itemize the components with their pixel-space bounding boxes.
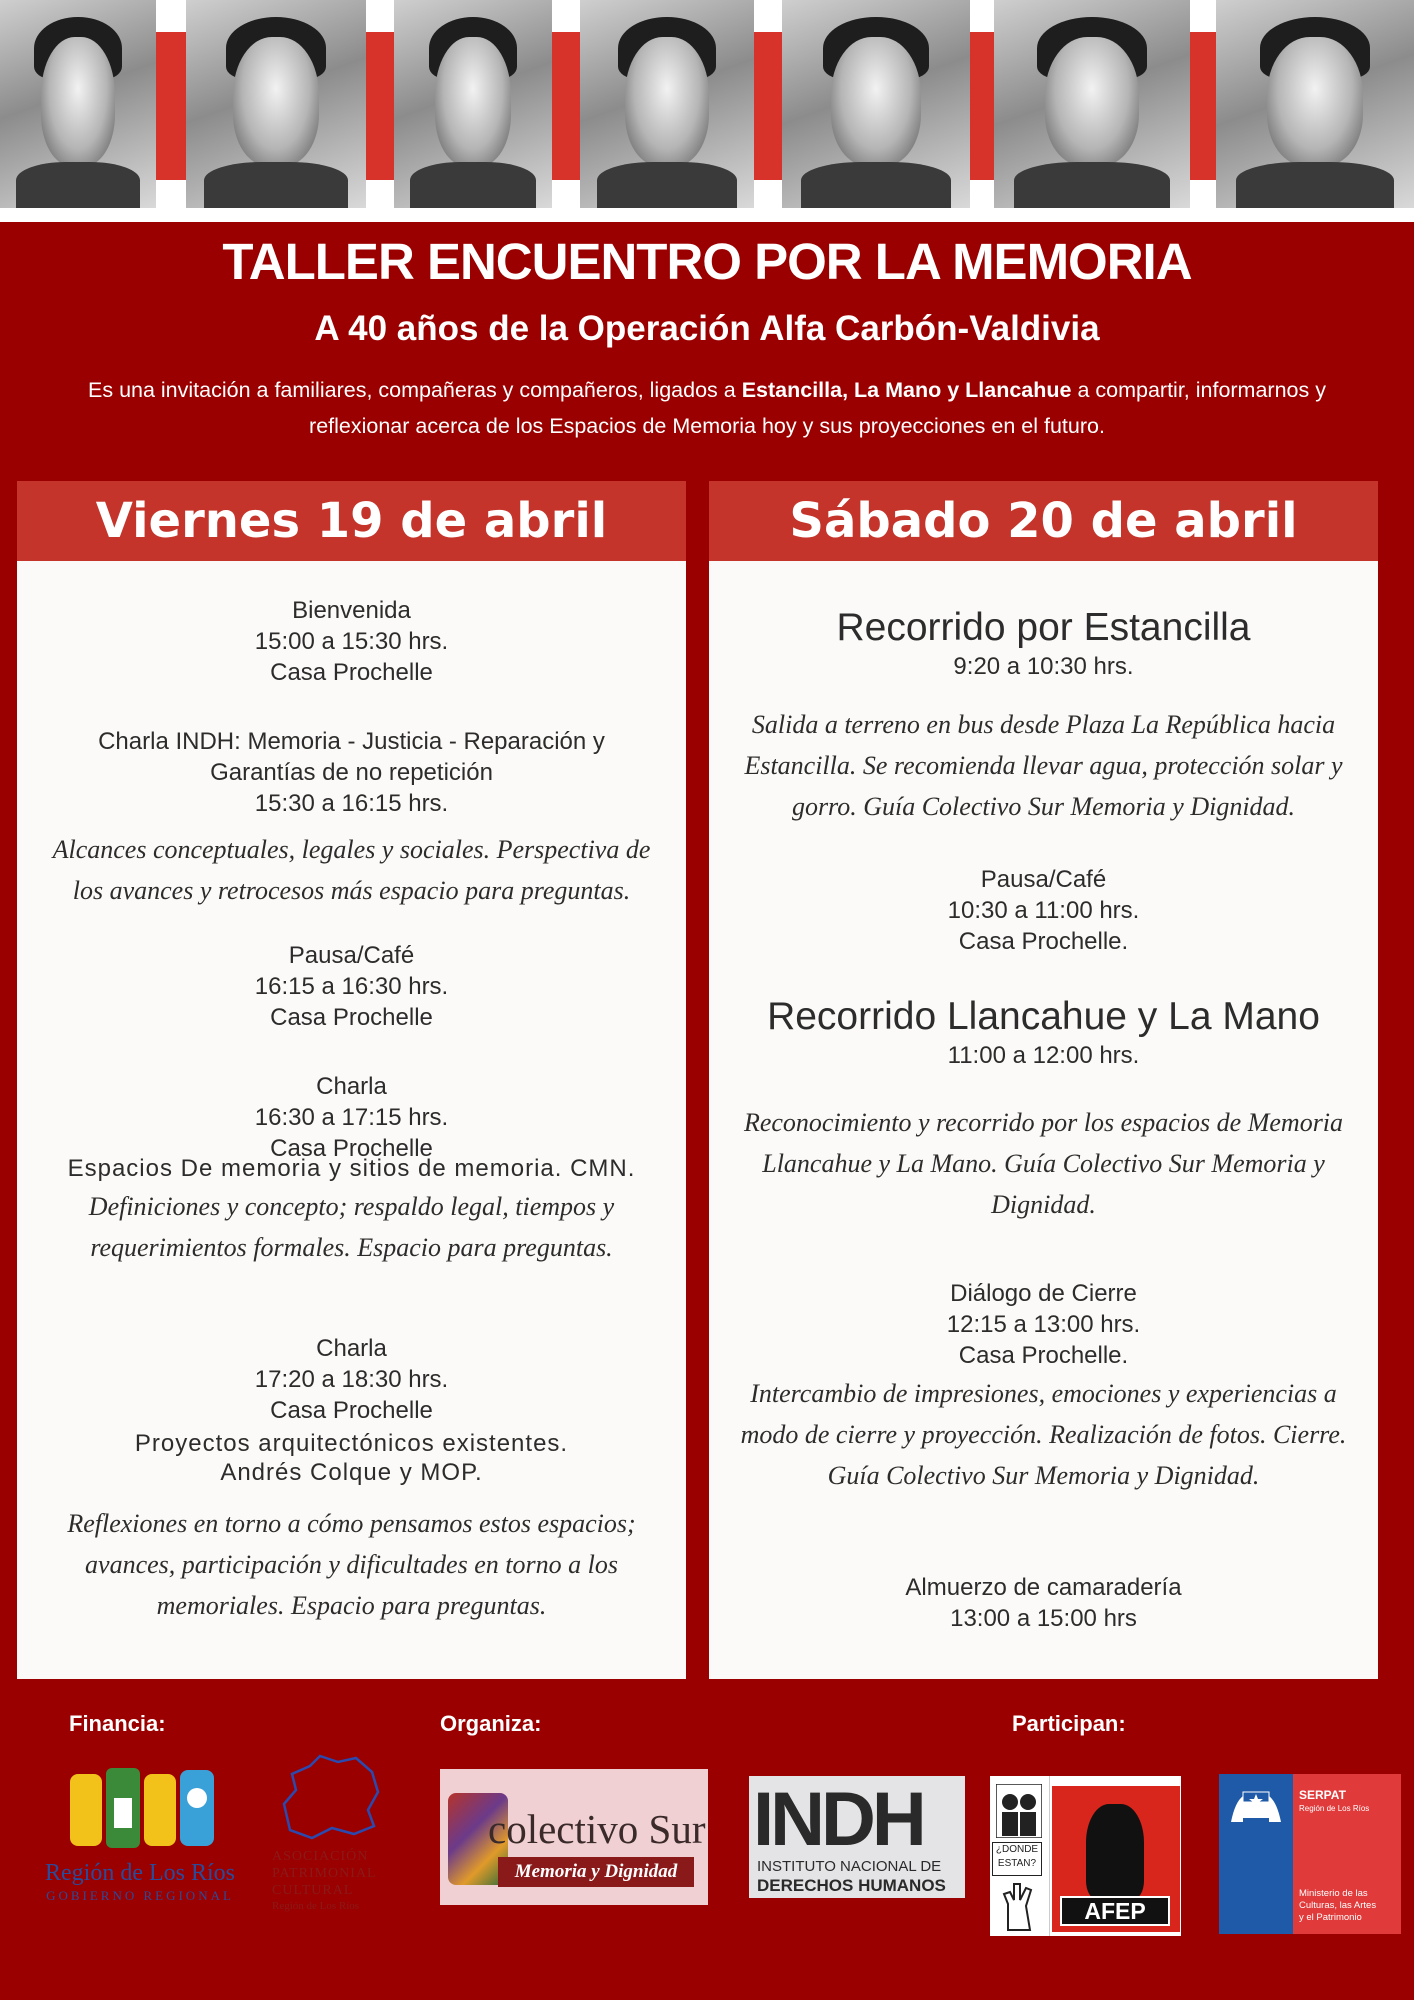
charla-proyectos-block: Charla 17:20 a 18:30 hrs. Casa Prochelle xyxy=(254,1335,449,1424)
charla-memoria-topic: Espacios De memoria y sitios de memoria. CMN. xyxy=(67,1155,636,1182)
asociacion-patrimonial-logo: ASOCIACIÓN PATRIMONIAL CULTURAL Región de Los Ríos xyxy=(272,1752,406,1922)
red-divider xyxy=(552,32,580,180)
estancilla-block: Recorrido por Estancilla 9:20 a 10:30 hrs. xyxy=(836,606,1251,680)
gobierno-regional-emblem-icon xyxy=(70,1768,252,1850)
financia-label: Financia: xyxy=(69,1711,166,1736)
portraits-icon xyxy=(996,1784,1042,1838)
almuerzo-block: Almuerzo de camaradería 13:00 a 15:00 hrs xyxy=(905,1574,1182,1632)
afep-logo: ¿DONDE ESTAN? AFEP xyxy=(990,1776,1181,1936)
portrait-photo-4 xyxy=(580,0,754,208)
gobierno-regional-logo: Región de Los Ríos GOBIERNO REGIONAL xyxy=(20,1768,260,1916)
bienvenida-block: Bienvenida 15:00 a 15:30 hrs. Casa Prochelle xyxy=(254,597,449,686)
charla-proyectos-description: Reflexiones en torno a cómo pensamos estos espacios; avances, participación y dificultades en torno a los memoriales. Espacio para preguntas. xyxy=(67,1509,636,1620)
red-divider xyxy=(366,32,394,180)
charla-memoria-block: Charla 16:30 a 17:15 hrs. Casa Prochelle xyxy=(254,1073,449,1162)
charla-indh-description: Alcances conceptuales, legales y sociales. Perspectiva de los avances y retrocesos más espacio para preguntas. xyxy=(52,835,651,905)
llancahue-description: Reconocimiento y recorrido por los espacios de Memoria Llancahue y La Mano. Guía Colectivo Sur Memoria y Dignidad. xyxy=(743,1108,1344,1219)
pausa-sabado-block: Pausa/Café 10:30 a 11:00 hrs. Casa Prochelle. xyxy=(947,866,1140,955)
friday-schedule xyxy=(17,481,686,1679)
saturday-schedule xyxy=(709,481,1378,1679)
portrait-photo-2 xyxy=(186,0,366,208)
indh-logo: INDH INSTITUTO NACIONAL DE DERECHOS HUMANOS xyxy=(749,1776,965,1898)
cierre-block: Diálogo de Cierre 12:15 a 13:00 hrs. Casa Prochelle. xyxy=(946,1280,1141,1369)
woman-silhouette-icon xyxy=(1086,1804,1144,1900)
charla-proyectos-topic: Proyectos arquitectónicos existentes. Andrés Colque y MOP. xyxy=(134,1430,569,1486)
chile-coat-of-arms-icon xyxy=(1229,1782,1283,1828)
portrait-photo-3 xyxy=(394,0,552,208)
friday-heading: Viernes 19 de abril xyxy=(17,481,686,561)
cierre-description: Intercambio de impresiones, emociones y experiencias a modo de cierre y proyección. Realización de fotos. Cierre. Guía Colectivo Sur Memoria y Dignidad. xyxy=(740,1379,1347,1490)
photo-strip xyxy=(0,0,1414,222)
saturday-heading: Sábado 20 de abril xyxy=(709,481,1378,561)
serpat-logo: SERPAT Región de Los Ríos Ministerio de las Culturas, las Artes y el Patrimonio xyxy=(1219,1774,1401,1934)
portrait-photo-6 xyxy=(994,0,1190,208)
page-title: TALLER ENCUENTRO POR LA MEMORIA xyxy=(222,233,1192,290)
portrait-photo-5 xyxy=(782,0,970,208)
red-divider xyxy=(1190,32,1216,180)
charla-indh-block: Charla INDH: Memoria - Justicia - Reparación y Garantías de no repetición 15:30 a 16:15 hrs. xyxy=(98,728,605,817)
intro-text: Es una invitación a familiares, compañeras y compañeros, ligados a Estancilla, La Mano y Llancahue a compartir, informarnos y reflexionar acerca de los Espacios de Memoria hoy y sus proyecciones en el futuro. xyxy=(88,378,1326,438)
colectivo-sur-logo: colectivo Sur Memoria y Dignidad xyxy=(440,1769,708,1905)
participan-label: Participan: xyxy=(1012,1711,1126,1736)
region-map-icon xyxy=(276,1752,386,1842)
portrait-photo-1 xyxy=(0,0,156,208)
red-divider xyxy=(754,32,782,180)
llancahue-block: Recorrido Llancahue y La Mano 11:00 a 12:00 hrs. xyxy=(767,995,1320,1069)
estancilla-description: Salida a terreno en bus desde Plaza La República hacia Estancilla. Se recomienda llevar agua, protección solar y gorro. Guía Colectivo Sur Memoria y Dignidad. xyxy=(744,710,1343,821)
organiza-label: Organiza: xyxy=(440,1711,542,1736)
portrait-photo-7 xyxy=(1216,0,1414,208)
charla-memoria-description: Definiciones y concepto; respaldo legal, tiempos y requerimientos formales. Espacio para preguntas. xyxy=(88,1192,615,1262)
red-divider xyxy=(156,32,186,180)
pausa-block: Pausa/Café 16:15 a 16:30 hrs. Casa Prochelle xyxy=(254,942,449,1031)
raised-hand-icon xyxy=(1000,1880,1036,1932)
page-subtitle: A 40 años de la Operación Alfa Carbón-Valdivia xyxy=(314,309,1100,348)
red-divider xyxy=(970,32,994,180)
